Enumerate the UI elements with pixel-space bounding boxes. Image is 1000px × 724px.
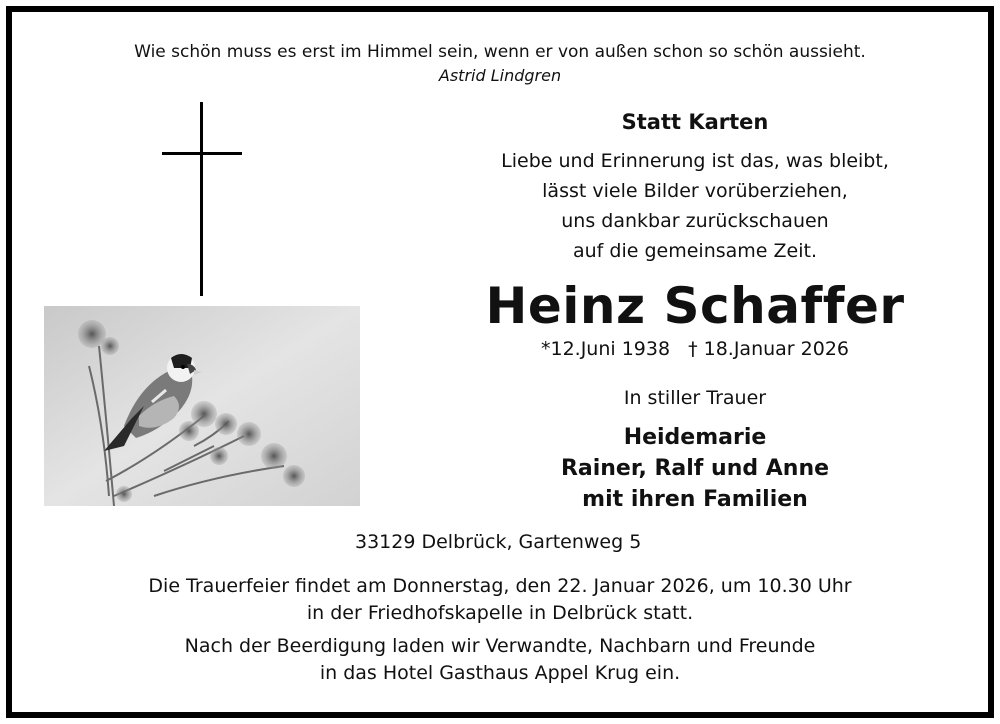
funeral-info-line: in der Friedhofskapelle in Delbrück statt. <box>306 602 694 624</box>
funeral-info-line: Die Trauerfeier findet am Donnerstag, den 22. Januar 2026, um 10.30 Uhr <box>148 575 852 597</box>
birth-date: *12.Juni 1938 <box>540 338 671 360</box>
poem-line: Liebe und Erinnerung ist das, was bleibt, <box>501 150 889 172</box>
cross-icon <box>160 102 244 296</box>
heading-statt-karten: Statt Karten <box>621 110 769 134</box>
life-dates <box>395 338 995 360</box>
family-names <box>395 422 995 515</box>
quote-text: Wie schön muss es erst im Himmel sein, wenn er von außen schon so schön aussieht. <box>134 42 866 62</box>
deceased-name: Heinz Schaffer <box>485 277 905 335</box>
poem <box>395 146 995 266</box>
poem-line: auf die gemeinsame Zeit. <box>572 240 817 262</box>
family-line: Heidemarie <box>623 425 767 450</box>
mourning-line: In stiller Trauer <box>623 387 767 409</box>
invitation-line: in das Hotel Gasthaus Appel Krug ein. <box>319 662 681 684</box>
poem-line: uns dankbar zurückschauen <box>561 210 829 232</box>
quote-author: Astrid Lindgren <box>438 66 562 85</box>
address: 33129 Delbrück, Gartenweg 5 <box>355 531 642 553</box>
family-line: mit ihren Familien <box>582 487 808 512</box>
funeral-info <box>0 573 1000 627</box>
invitation <box>0 633 1000 687</box>
death-date: † 18.Januar 2026 <box>688 338 849 360</box>
family-line: Rainer, Ralf und Anne <box>560 456 830 481</box>
goldfinch-photo <box>44 306 360 506</box>
invitation-line: Nach der Beerdigung laden wir Verwandte, Nachbarn und Freunde <box>184 635 816 657</box>
poem-line: lässt viele Bilder vorüberziehen, <box>542 180 848 202</box>
